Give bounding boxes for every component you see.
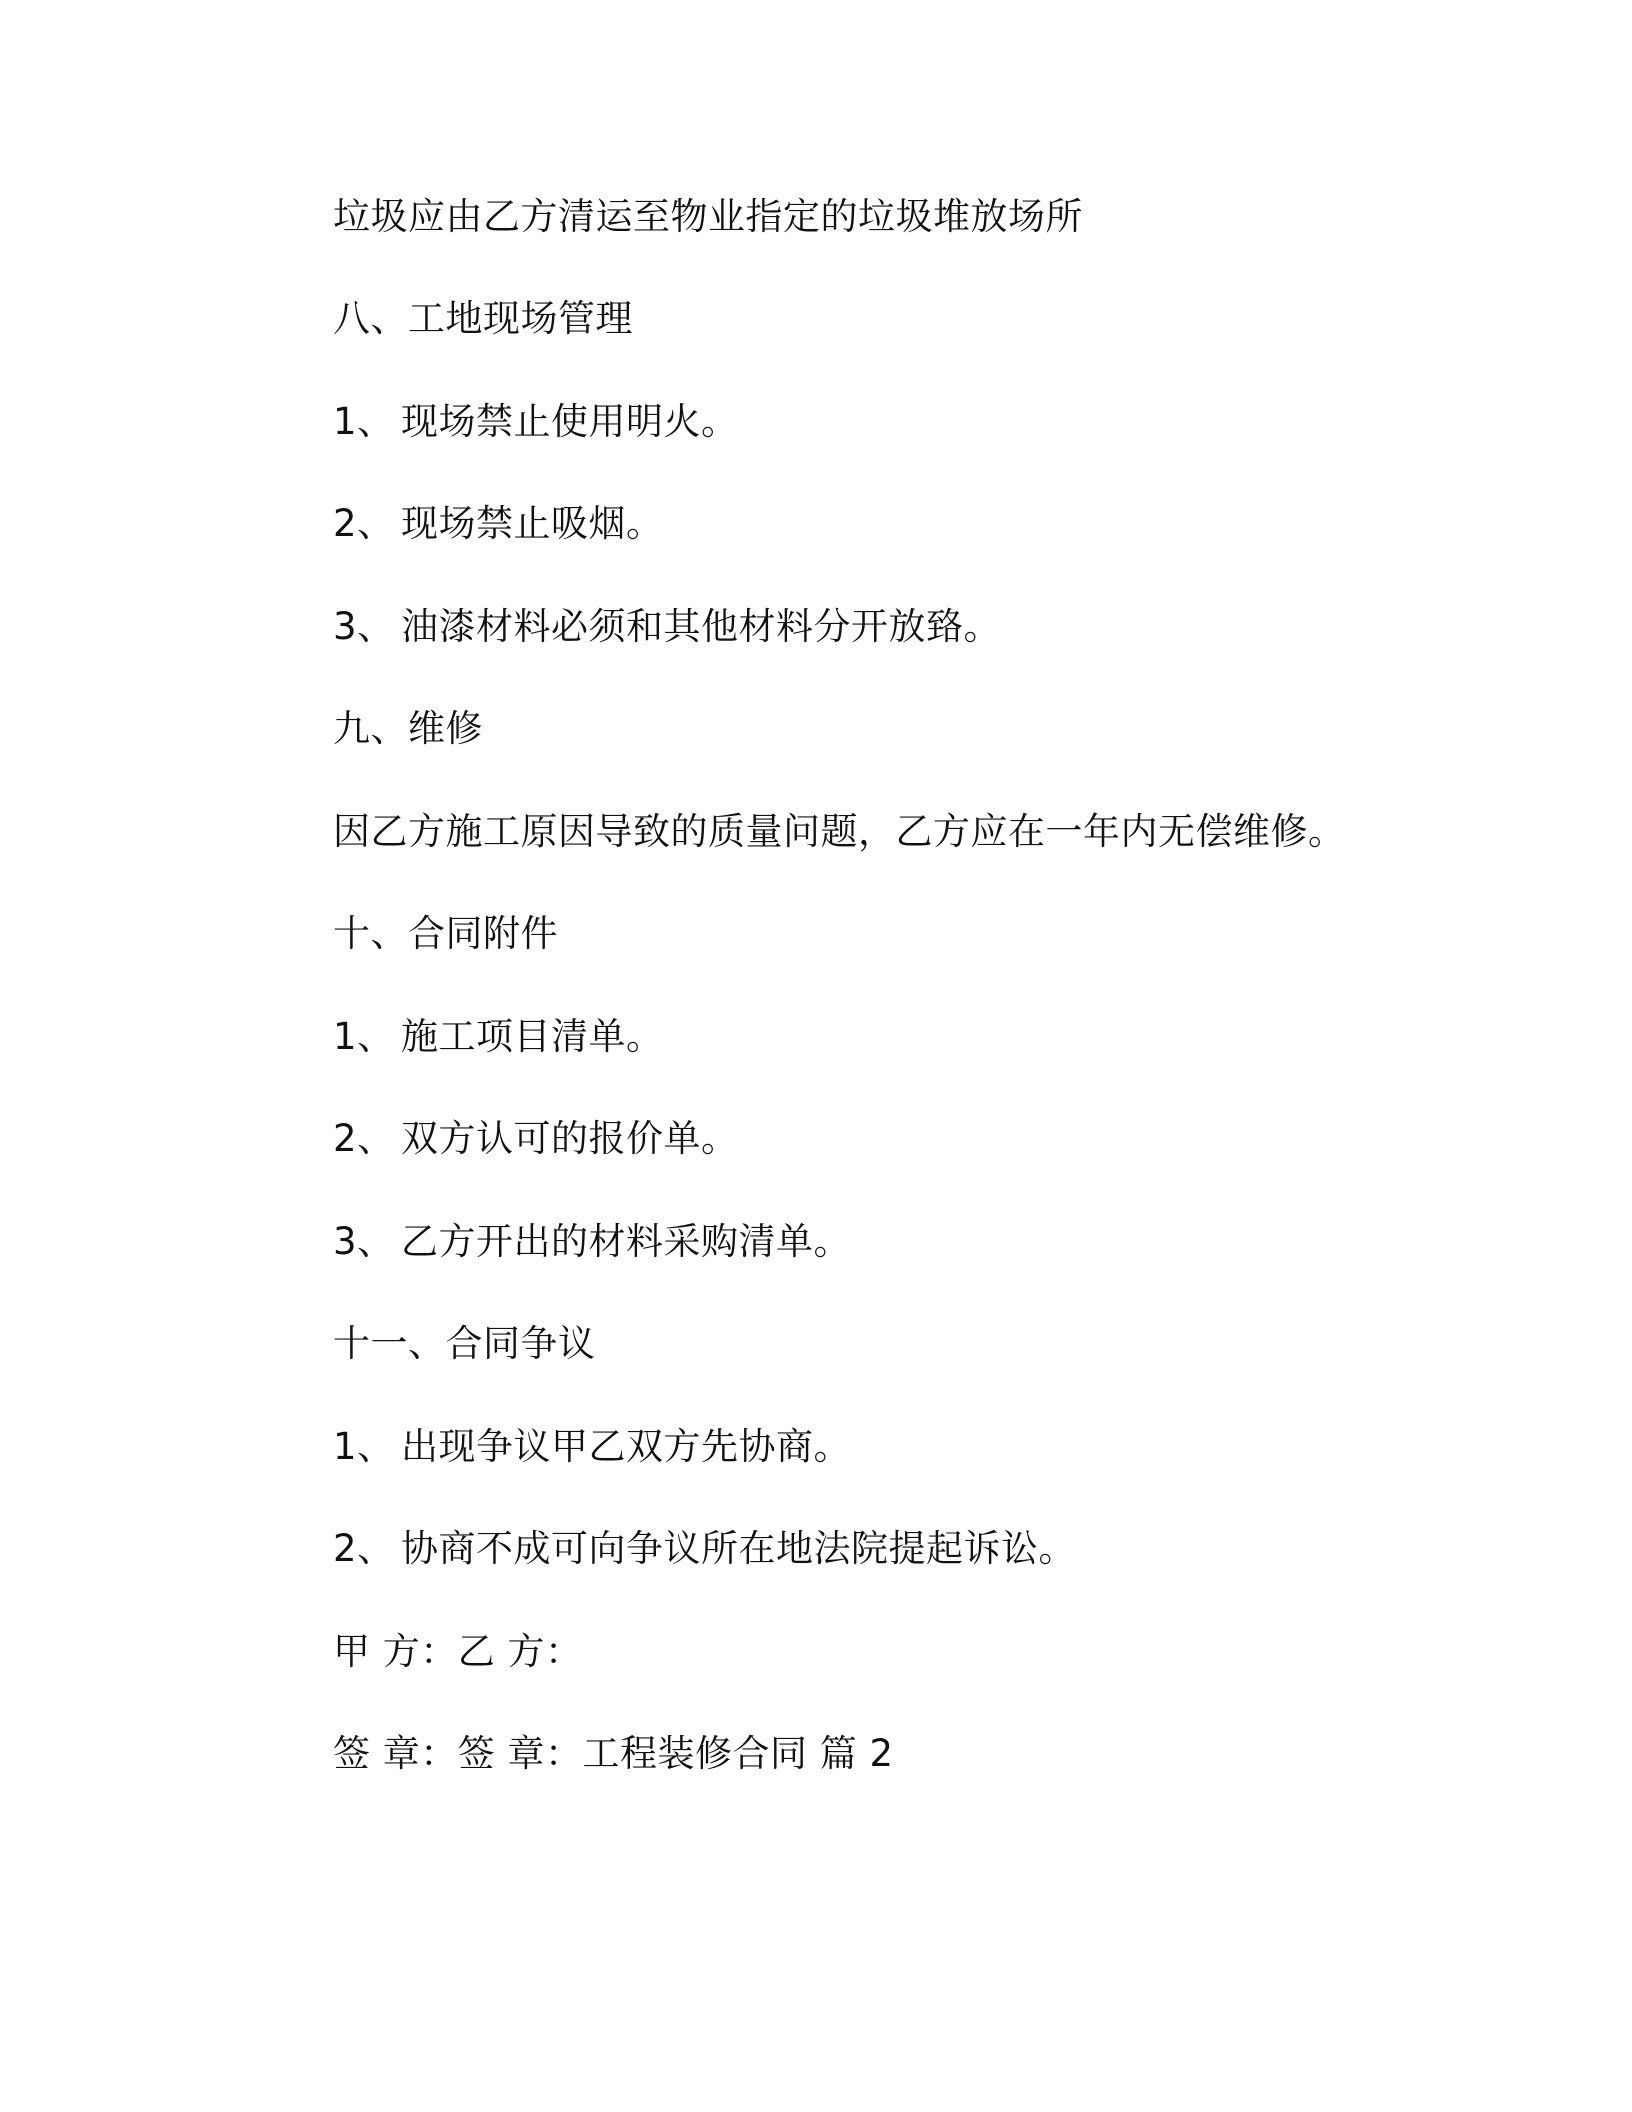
- list-item: [333, 398, 739, 446]
- list-text: 现场禁止使用明火。: [401, 400, 739, 443]
- list-number: 2、: [333, 1527, 395, 1570]
- list-number: 3、: [333, 605, 395, 648]
- signature-parties: 甲 方：乙 方：: [333, 1630, 583, 1673]
- list-item: [333, 603, 1001, 651]
- list-text: 油漆材料必须和其他材料分开放臵。: [401, 605, 1001, 648]
- list-item: [333, 1115, 739, 1163]
- list-item: [333, 500, 664, 548]
- list-text: 出现争议甲乙双方先协商。: [401, 1425, 851, 1468]
- list-number: 3、: [333, 1220, 395, 1263]
- paragraph-garbage-disposal: 垃圾应由乙方清运至物业指定的垃圾堆放场所: [333, 195, 1083, 238]
- list-number: 1、: [333, 1015, 395, 1058]
- list-text: 现场禁止吸烟。: [401, 502, 664, 545]
- list-item: [333, 1525, 1076, 1573]
- list-number: 2、: [333, 1117, 395, 1160]
- section-heading-disputes: 十一、合同争议: [333, 1322, 596, 1365]
- list-item: [333, 1013, 664, 1061]
- list-number: 1、: [333, 400, 395, 443]
- list-text: 乙方开出的材料采购清单。: [401, 1220, 851, 1263]
- list-text: 施工项目清单。: [401, 1015, 664, 1058]
- list-number: 2、: [333, 502, 395, 545]
- section-heading-site-management: 八、工地现场管理: [333, 297, 633, 340]
- signature-seals: 签 章：签 章：工程装修合同 篇 2: [333, 1732, 894, 1775]
- list-text: 协商不成可向争议所在地法院提起诉讼。: [401, 1527, 1076, 1570]
- list-item: [333, 1423, 851, 1471]
- paragraph-maintenance: 因乙方施工原因导致的质量问题，乙方应在一年内无偿维修。: [333, 810, 1346, 853]
- section-heading-maintenance: 九、维修: [333, 707, 483, 750]
- list-number: 1、: [333, 1425, 395, 1468]
- list-item: [333, 1218, 851, 1266]
- section-heading-attachments: 十、合同附件: [333, 912, 558, 955]
- list-text: 双方认可的报价单。: [401, 1117, 739, 1160]
